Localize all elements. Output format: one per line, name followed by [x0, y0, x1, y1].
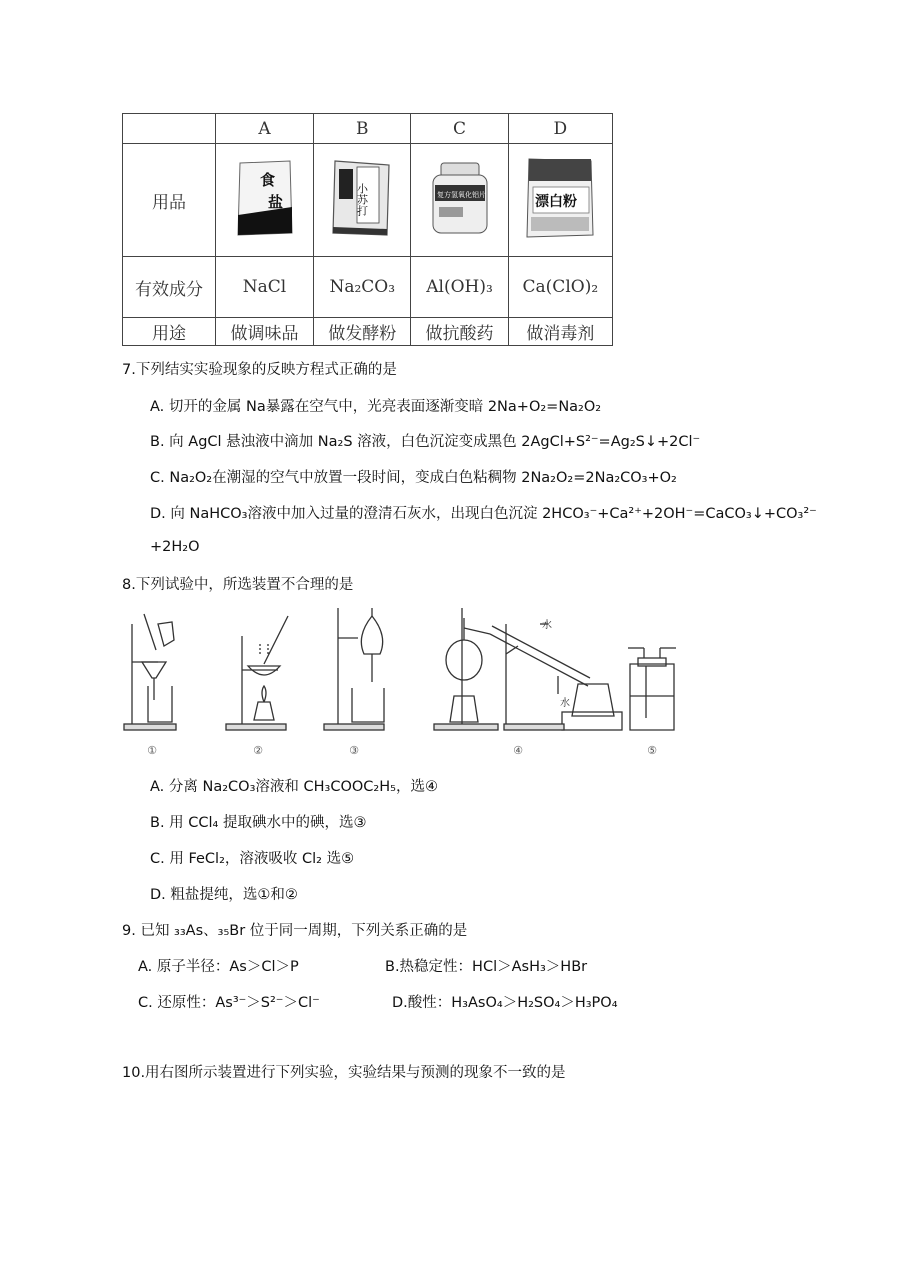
salt-bag-icon: [230, 155, 300, 240]
use-a: 做调味品: [215, 318, 313, 346]
q9-option-c: C. 还原性：As³⁻＞S²⁻＞Cl⁻: [138, 995, 320, 1011]
q7-option-b: B. 向 AgCl 悬浊液中滴加 Na₂S 溶液，白色沉淀变成黑色 2AgCl+S²⁻=Ag₂S↓+2Cl⁻: [150, 434, 701, 450]
apparatus-label-2: ②: [253, 744, 263, 757]
salt-char-2: 盐: [267, 193, 283, 211]
q8-option-b: B. 用 CCl₄ 提取碘水中的碘，选③: [150, 815, 367, 831]
use-c: 做抗酸药: [411, 318, 508, 346]
q9-option-d: D.酸性：H₃AsO₄＞H₂SO₄＞H₃PO₄: [392, 995, 618, 1011]
apparatus-label-1: ①: [147, 744, 157, 757]
table-header-b: B: [314, 114, 411, 144]
soda-bag-icon: [327, 155, 397, 240]
antacid-bottle-icon: [425, 155, 495, 240]
row-label-use: 用途: [123, 318, 216, 346]
apparatus-5-gas-washing: [628, 648, 676, 730]
q7-option-d-cont: +2H₂O: [150, 539, 200, 555]
table-header-d: D: [508, 114, 612, 144]
q8-option-c: C. 用 FeCl₂，溶液吸收 Cl₂ 选⑤: [150, 851, 355, 867]
product-image-bleach: [508, 144, 612, 257]
component-c: Al(OH)₃: [411, 257, 508, 318]
product-image-antacid: [411, 144, 508, 257]
q8-option-a: A. 分离 Na₂CO₃溶液和 CH₃COOC₂H₅，选④: [150, 779, 438, 795]
apparatus-label-5: ⑤: [647, 744, 657, 757]
row-label-component: 有效成分: [123, 257, 216, 318]
water-in-label: 水: [560, 698, 570, 709]
apparatus-label-3: ③: [349, 744, 359, 757]
use-d: 做消毒剂: [508, 318, 612, 346]
apparatus-1-filtration: [124, 614, 176, 730]
table-header-empty: [123, 114, 216, 144]
q10-stem: 10.用右图所示装置进行下列实验，实验结果与预测的现象不一致的是: [122, 1065, 566, 1081]
table-header-a: A: [215, 114, 313, 144]
soda-label: 小苏打: [355, 183, 369, 216]
product-image-soda: [314, 144, 411, 257]
table-header-c: C: [411, 114, 508, 144]
q7-option-c: C. Na₂O₂在潮湿的空气中放置一段时间，变成白色粘稠物 2Na₂O₂=2Na₂CO₃+O₂: [150, 470, 677, 486]
q8-option-d: D. 粗盐提纯，选①和②: [150, 887, 298, 903]
q9-stem: 9. 已知 ₃₃As、₃₅Br 位于同一周期，下列关系正确的是: [122, 923, 468, 939]
bleach-label: 漂白粉: [535, 194, 578, 210]
apparatus-2-evaporation: [226, 616, 288, 730]
apparatus-4-distillation: [434, 608, 622, 730]
salt-char-1: 食: [259, 171, 275, 189]
row-label-item: 用品: [123, 144, 216, 257]
component-b: Na₂CO₃: [314, 257, 411, 318]
q9-option-b: B.热稳定性：HCl＞AsH₃＞HBr: [385, 959, 588, 975]
q9-option-a: A. 原子半径：As＞Cl＞P: [138, 959, 299, 975]
component-a: NaCl: [215, 257, 313, 318]
apparatus-label-4: ④: [513, 744, 523, 757]
product-image-salt: [215, 144, 313, 257]
antacid-label: 复方氢氧化铝片: [436, 191, 486, 199]
q7-stem: 7.下列结实实验现象的反映方程式正确的是: [122, 362, 397, 378]
component-d: Ca(ClO)₂: [508, 257, 612, 318]
water-out-label: 水: [542, 620, 552, 631]
q7-option-a: A. 切开的金属 Na暴露在空气中，光亮表面逐渐变暗 2Na+O₂=Na₂O₂: [150, 399, 602, 415]
q7-option-d: D. 向 NaHCO₃溶液中加入过量的澄清石灰水，出现白色沉淀 2HCO₃⁻+Ca²⁺+2OH⁻=CaCO₃↓+CO₃²⁻: [150, 506, 817, 522]
q8-stem: 8.下列试验中，所选装置不合理的是: [122, 577, 354, 593]
apparatus-figure: [118, 600, 698, 762]
product-table: [122, 113, 613, 346]
bleach-bag-icon: [521, 155, 599, 240]
use-b: 做发酵粉: [314, 318, 411, 346]
apparatus-3-separatory-funnel: [324, 608, 384, 730]
